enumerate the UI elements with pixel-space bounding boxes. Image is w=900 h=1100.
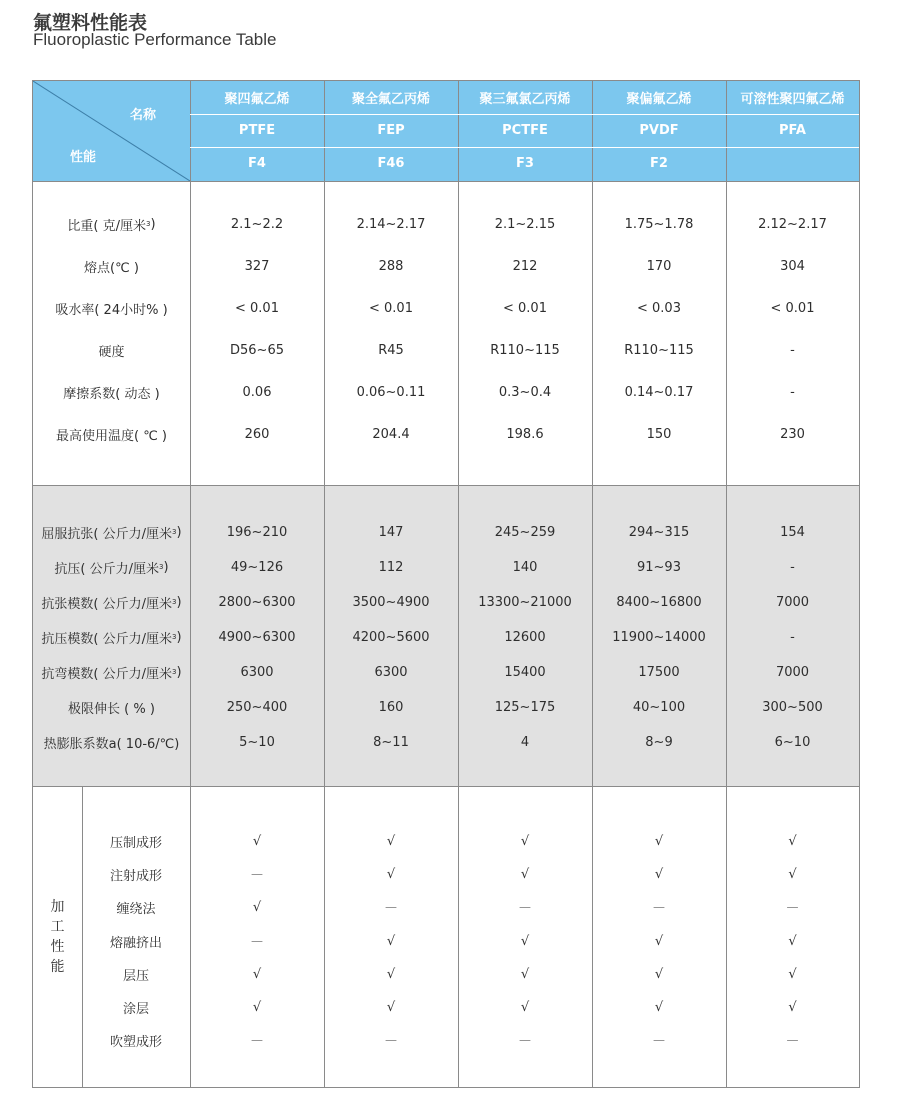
- table-cell: 150: [646, 426, 672, 442]
- table-cell: 8~9: [645, 734, 673, 750]
- property-label: [33, 380, 190, 404]
- property-label-end: ): [176, 629, 182, 645]
- table-cell: 2.14~2.17: [356, 216, 426, 232]
- corner-label-name: 名称: [129, 107, 156, 123]
- table-cell: —: [653, 1033, 665, 1047]
- table-cell: 250~400: [226, 699, 288, 715]
- column-abbreviation: PFA: [779, 123, 806, 138]
- property-label-end: ): [150, 216, 156, 232]
- table-cell: —: [653, 900, 665, 914]
- process-label: 熔融挤出: [109, 935, 162, 951]
- table-cell: 288: [378, 258, 404, 274]
- table-cell: 0.06~0.11: [356, 384, 426, 400]
- property-label-end: ): [163, 559, 169, 575]
- property-label-text: 熔点(℃ ): [84, 260, 139, 276]
- table-cell: √: [520, 933, 530, 949]
- table-cell: 154: [780, 524, 805, 540]
- table-cell: 6300: [240, 664, 274, 680]
- table-cell: 2.1~2.15: [494, 216, 556, 232]
- table-cell: —: [385, 1033, 397, 1047]
- table-cell: 0.3~0.4: [498, 384, 552, 400]
- table-cell: 0.06: [242, 384, 272, 400]
- section-divider: [33, 485, 859, 486]
- table-cell: √: [520, 833, 530, 849]
- corner-diagonal: [33, 81, 190, 181]
- table-cell: < 0.01: [369, 300, 413, 316]
- property-label: [33, 695, 190, 719]
- column-code: F4: [248, 156, 266, 171]
- property-label: [33, 338, 190, 362]
- table-cell: 125~175: [494, 699, 556, 715]
- property-label-text: 摩擦系数( 动态 ): [63, 386, 160, 402]
- table-cell: 160: [378, 699, 404, 715]
- property-label: [33, 520, 190, 544]
- group-label-char: 加: [50, 899, 65, 915]
- column-abbreviation: PCTFE: [502, 123, 548, 138]
- process-label: 涂层: [122, 1001, 149, 1017]
- unit-superscript: 3: [172, 598, 177, 606]
- table-cell: —: [786, 900, 799, 914]
- property-label-text: 硬度: [98, 344, 125, 360]
- table-cell: √: [654, 999, 664, 1015]
- table-cell: √: [788, 999, 797, 1015]
- table-cell: √: [386, 866, 396, 882]
- table-cell: √: [788, 933, 797, 949]
- table-cell: R110~115: [490, 342, 560, 358]
- property-label: [33, 625, 190, 649]
- table-cell: —: [251, 934, 263, 948]
- table-cell: 2.1~2.2: [230, 216, 284, 232]
- column-abbreviation: FEP: [377, 123, 405, 138]
- table-cell: √: [654, 833, 664, 849]
- column-name: 聚四氟乙烯: [224, 92, 290, 107]
- process-label: 压制成形: [109, 835, 162, 851]
- table-cell: √: [788, 966, 797, 982]
- table-cell: 3500~4900: [352, 594, 430, 610]
- table-cell: 4: [520, 734, 530, 750]
- process-label: 缠绕法: [116, 901, 156, 917]
- table-cell: 2800~6300: [218, 594, 296, 610]
- table-cell: 12600: [504, 629, 546, 645]
- table-cell: 8~11: [373, 734, 409, 750]
- table-cell: 17500: [638, 664, 680, 680]
- unit-superscript: 3: [172, 668, 177, 676]
- table-cell: √: [520, 966, 530, 982]
- table-cell: -: [790, 559, 795, 575]
- property-label: [33, 296, 190, 320]
- table-cell: 140: [512, 559, 538, 575]
- table-cell: 304: [780, 258, 805, 274]
- table-cell: √: [788, 833, 797, 849]
- table-cell: —: [251, 1033, 263, 1047]
- table-cell: 5~10: [239, 734, 275, 750]
- table-cell: 13300~21000: [478, 594, 572, 610]
- table-cell: 4200~5600: [352, 629, 430, 645]
- processing-group-label: [33, 787, 82, 1087]
- property-label-text: 抗压模数( 公斤力/厘米: [41, 631, 173, 647]
- table-cell: —: [519, 900, 531, 914]
- table-cell: 1.75~1.78: [624, 216, 694, 232]
- table-cell: √: [654, 866, 664, 882]
- column-code: F3: [516, 156, 534, 171]
- table-cell: 7000: [775, 664, 810, 680]
- table-cell: < 0.01: [770, 300, 815, 316]
- table-cell: D56~65: [230, 342, 284, 358]
- column-name: 可溶性聚四氟乙烯: [740, 92, 845, 107]
- property-label-text: 抗压( 公斤力/厘米: [54, 561, 160, 577]
- table-cell: √: [386, 966, 396, 982]
- property-label-text: 吸水率( 24小时% ): [55, 302, 168, 318]
- table-cell: √: [252, 899, 262, 915]
- table-cell: R45: [378, 342, 404, 358]
- property-label: [33, 254, 190, 278]
- table-cell: 147: [378, 524, 404, 540]
- unit-superscript: 3: [172, 633, 177, 641]
- table-cell: 40~100: [632, 699, 686, 715]
- table-cell: < 0.03: [637, 300, 681, 316]
- column-name: 聚全氟乙丙烯: [351, 92, 430, 107]
- property-label-end: ): [176, 594, 182, 610]
- column-code: [726, 147, 859, 180]
- table-cell: √: [386, 999, 396, 1015]
- process-label: 注射成形: [109, 868, 162, 884]
- table-cell: √: [252, 966, 262, 982]
- section-divider: [33, 786, 859, 787]
- group-label-char: 工: [50, 919, 65, 935]
- table-cell: 7000: [775, 594, 810, 610]
- title-chinese: 氟塑料性能表: [33, 12, 148, 34]
- table-cell: 0.14~0.17: [624, 384, 694, 400]
- performance-table: [32, 80, 860, 1088]
- group-label-char: 性: [50, 939, 65, 955]
- table-cell: 6300: [374, 664, 408, 680]
- table-cell: 212: [512, 258, 538, 274]
- column-code: F46: [377, 156, 405, 171]
- table-cell: 8400~16800: [616, 594, 702, 610]
- table-cell: R110~115: [624, 342, 694, 358]
- table-cell: √: [386, 933, 396, 949]
- unit-superscript: 3: [172, 528, 177, 536]
- table-cell: 4900~6300: [218, 629, 296, 645]
- title-english: Fluoroplastic Performance Table: [33, 30, 277, 49]
- table-cell: √: [654, 933, 664, 949]
- table-cell: —: [251, 867, 263, 881]
- property-label: [33, 212, 190, 236]
- property-label-text: 极限伸长 ( % ): [68, 701, 155, 717]
- process-label: 层压: [122, 968, 149, 984]
- table-cell: √: [386, 833, 396, 849]
- table-cell: 170: [646, 258, 672, 274]
- table-cell: 294~315: [628, 524, 690, 540]
- column-name: 聚偏氟乙烯: [626, 92, 692, 107]
- process-label: 吹塑成形: [109, 1034, 162, 1050]
- property-label-end: ): [176, 664, 182, 680]
- table-cell: 196~210: [226, 524, 288, 540]
- property-label-text: 抗张模数( 公斤力/厘米: [41, 596, 173, 612]
- table-cell: —: [786, 1033, 799, 1047]
- table-cell: 91~93: [637, 559, 681, 575]
- property-label: [33, 730, 190, 754]
- table-cell: 6~10: [774, 734, 811, 750]
- column-code: F2: [650, 156, 668, 171]
- table-cell: < 0.01: [235, 300, 279, 316]
- table-cell: 11900~14000: [612, 629, 706, 645]
- table-cell: 198.6: [506, 426, 544, 442]
- property-label-text: 比重( 克/厘米: [67, 218, 147, 234]
- property-label-end: ): [176, 524, 182, 540]
- property-label: [33, 660, 190, 684]
- table-cell: √: [252, 999, 262, 1015]
- table-cell: < 0.01: [503, 300, 547, 316]
- column-abbreviation: PVDF: [639, 123, 679, 138]
- table-cell: 260: [244, 426, 270, 442]
- column-abbreviation: PTFE: [238, 123, 276, 138]
- table-cell: √: [520, 999, 530, 1015]
- table-cell: 15400: [504, 664, 546, 680]
- property-label-text: 抗弯模数( 公斤力/厘米: [41, 666, 173, 682]
- table-cell: —: [385, 900, 397, 914]
- group-label-char: 能: [50, 959, 65, 975]
- table-cell: √: [654, 966, 664, 982]
- table-cell: 2.12~2.17: [758, 216, 827, 232]
- table-cell: √: [520, 866, 530, 882]
- table-cell: 230: [780, 426, 805, 442]
- table-cell: 300~500: [762, 699, 823, 715]
- table-cell: —: [519, 1033, 531, 1047]
- table-cell: -: [790, 384, 795, 400]
- property-label: [33, 422, 190, 446]
- property-label-text: 屈服抗张( 公斤力/厘米: [41, 526, 173, 542]
- unit-superscript: 3: [146, 220, 151, 228]
- corner-label-property: 性能: [69, 149, 96, 165]
- table-cell: 327: [244, 258, 270, 274]
- property-label: [33, 555, 190, 579]
- unit-superscript: 3: [159, 563, 164, 571]
- property-label-text: 热膨胀系数a( 10-6/℃): [43, 736, 180, 752]
- table-cell: -: [790, 629, 795, 645]
- table-cell: 112: [378, 559, 404, 575]
- column-name: 聚三氟氯乙丙烯: [479, 92, 571, 107]
- property-label-text: 最高使用温度( ℃ ): [55, 428, 167, 444]
- table-cell: 49~126: [230, 559, 284, 575]
- section-divider: [33, 181, 859, 182]
- table-cell: 204.4: [372, 426, 410, 442]
- table-cell: -: [790, 342, 795, 358]
- property-label: [33, 590, 190, 614]
- table-cell: 245~259: [494, 524, 556, 540]
- table-cell: √: [252, 833, 262, 849]
- table-cell: √: [788, 866, 797, 882]
